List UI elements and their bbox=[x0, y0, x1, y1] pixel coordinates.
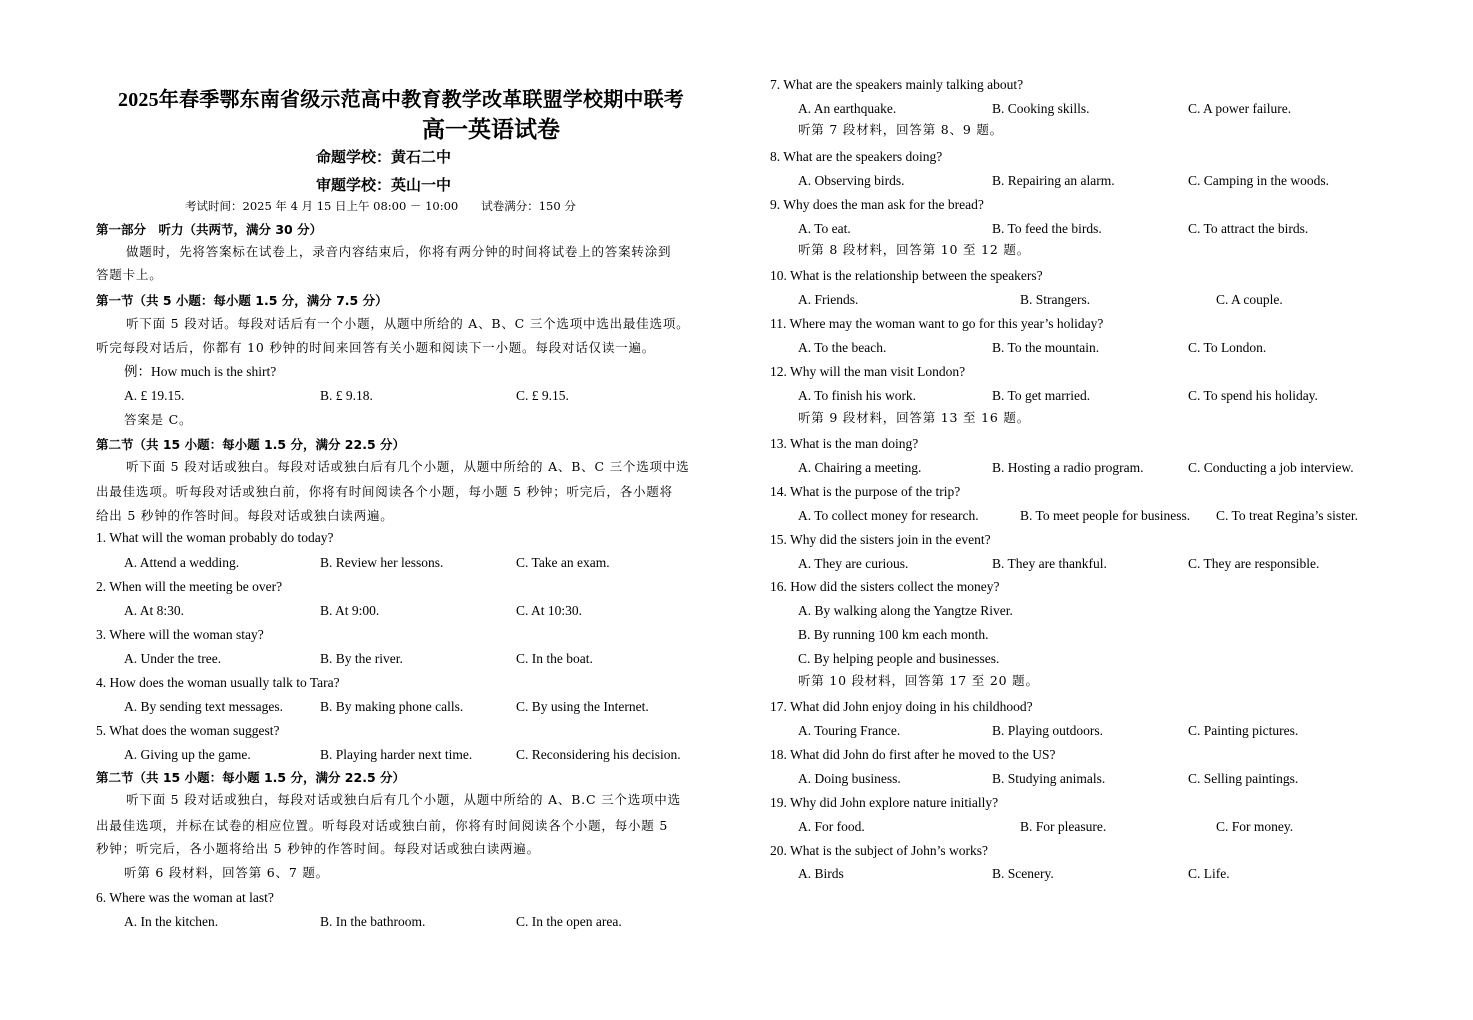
question-3: 3. Where will the woman stay? bbox=[96, 627, 264, 642]
part1-heading: 第一部分 听力（共两节，满分 30 分） bbox=[96, 222, 323, 237]
section1-intro-1: 听下面 5 段对话。每段对话后有一个小题，从题中所给的 A、B、C 三个选项中选出最佳选项。 bbox=[126, 316, 690, 331]
exam-info: 考试时间：2025 年 4 月 15 日上午 08:00 － 10:00 试卷满分：150 分 bbox=[185, 199, 576, 213]
question-14: 14. What is the purpose of the trip? bbox=[770, 484, 961, 499]
q5-option-b: B. Playing harder next time. bbox=[320, 747, 473, 762]
section1-heading: 第一节（共 5 小题：每小题 1.5 分，满分 7.5 分） bbox=[96, 293, 388, 308]
example-option-b: B. £ 9.18. bbox=[320, 388, 373, 403]
q20-option-a: A. Birds bbox=[798, 866, 844, 881]
section1-intro-2: 听完每段对话后，你都有 10 秒钟的时间来回答有关小题和阅读下一小题。每段对话仅读一遍。 bbox=[96, 340, 656, 355]
question-1: 1. What will the woman probably do today? bbox=[96, 530, 334, 545]
q5-option-c: C. Reconsidering his decision. bbox=[516, 747, 681, 762]
q7-option-c: C. A power failure. bbox=[1188, 101, 1292, 116]
q1-option-b: B. Review her lessons. bbox=[320, 555, 444, 570]
section2b-heading: 第二节（共 15 小题：每小题 1.5 分，满分 22.5 分） bbox=[96, 770, 405, 785]
exam-title: 2025年春季鄂东南省级示范高中教育教学改革联盟学校期中联考 bbox=[118, 89, 684, 111]
section2b-intro-1: 听下面 5 段对话或独白，每段对话或独白后有几个小题，从题中所给的 A、B.C 三个选项中选 bbox=[126, 792, 681, 807]
q14-option-a: A. To collect money for research. bbox=[798, 508, 979, 523]
q16-option-a: A. By walking along the Yangtze River. bbox=[798, 603, 1013, 618]
question-9: 9. Why does the man ask for the bread? bbox=[770, 197, 984, 212]
question-12: 12. Why will the man visit London? bbox=[770, 364, 966, 379]
question-19: 19. Why did John explore nature initially? bbox=[770, 795, 999, 810]
section2a-intro-3: 给出 5 秒钟的作答时间。每段对话或独白读两遍。 bbox=[96, 508, 394, 523]
section2b-intro-3: 秒钟；听完后，各小题将给出 5 秒钟的作答时间。每段对话或独白读两遍。 bbox=[96, 841, 540, 856]
material-7: 听第 7 段材料，回答第 8、9 题。 bbox=[798, 122, 1003, 137]
section2a-intro-2: 出最佳选项。听每段对话或独白前，你将有时间阅读各个小题，每小题 5 秒钟；听完后，各小题将 bbox=[96, 484, 673, 499]
example-option-c: C. £ 9.15. bbox=[516, 388, 569, 403]
q17-option-a: A. Touring France. bbox=[798, 723, 901, 738]
q19-option-b: B. For pleasure. bbox=[1020, 819, 1107, 834]
q11-option-c: C. To London. bbox=[1188, 340, 1267, 355]
q15-option-b: B. They are thankful. bbox=[992, 556, 1107, 571]
section2b-intro-2: 出最佳选项，并标在试卷的相应位置。听每段对话或独白前，你将有时间阅读各个小题，每小题 5 bbox=[96, 818, 669, 833]
q3-option-c: C. In the boat. bbox=[516, 651, 593, 666]
question-18: 18. What did John do first after he moved to the US? bbox=[770, 747, 1056, 762]
question-6: 6. Where was the woman at last? bbox=[96, 890, 274, 905]
q8-option-a: A. Observing birds. bbox=[798, 173, 905, 188]
q13-option-a: A. Chairing a meeting. bbox=[798, 460, 922, 475]
q10-option-c: C. A couple. bbox=[1216, 292, 1283, 307]
q3-option-b: B. By the river. bbox=[320, 651, 403, 666]
question-15: 15. Why did the sisters join in the event? bbox=[770, 532, 991, 547]
q10-option-a: A. Friends. bbox=[798, 292, 859, 307]
q11-option-a: A. To the beach. bbox=[798, 340, 887, 355]
question-20: 20. What is the subject of John’s works? bbox=[770, 843, 988, 858]
q14-option-c: C. To treat Regina’s sister. bbox=[1216, 508, 1359, 523]
q12-option-a: A. To finish his work. bbox=[798, 388, 917, 403]
example-option-a: A. £ 19.15. bbox=[124, 388, 185, 403]
q4-option-a: A. By sending text messages. bbox=[124, 699, 283, 714]
q2-option-b: B. At 9:00. bbox=[320, 603, 380, 618]
part1-intro-1: 做题时，先将答案标在试卷上，录音内容结束后，你将有两分钟的时间将试卷上的答案转涂到 bbox=[126, 244, 672, 259]
q8-option-b: B. Repairing an alarm. bbox=[992, 173, 1115, 188]
question-16: 16. How did the sisters collect the money? bbox=[770, 579, 1000, 594]
exam-subtitle: 高一英语试卷 bbox=[422, 117, 560, 143]
q7-option-a: A. An earthquake. bbox=[798, 101, 897, 116]
q20-option-b: B. Scenery. bbox=[992, 866, 1054, 881]
question-11: 11. Where may the woman want to go for this year’s holiday? bbox=[770, 316, 1104, 331]
q17-option-c: C. Painting pictures. bbox=[1188, 723, 1299, 738]
q9-option-a: A. To eat. bbox=[798, 221, 851, 236]
question-13: 13. What is the man doing? bbox=[770, 436, 919, 451]
question-10: 10. What is the relationship between the speakers? bbox=[770, 268, 1043, 283]
q11-option-b: B. To the mountain. bbox=[992, 340, 1100, 355]
q15-option-a: A. They are curious. bbox=[798, 556, 909, 571]
q12-option-b: B. To get married. bbox=[992, 388, 1091, 403]
material-10: 听第 10 段材料，回答第 17 至 20 题。 bbox=[798, 673, 1039, 688]
q6-option-c: C. In the open area. bbox=[516, 914, 622, 929]
setter-school: 命题学校：黄石二中 bbox=[316, 148, 452, 166]
q18-option-c: C. Selling paintings. bbox=[1188, 771, 1299, 786]
q9-option-c: C. To attract the birds. bbox=[1188, 221, 1309, 236]
question-5: 5. What does the woman suggest? bbox=[96, 723, 280, 738]
q6-option-b: B. In the bathroom. bbox=[320, 914, 426, 929]
question-4: 4. How does the woman usually talk to Tara? bbox=[96, 675, 340, 690]
q10-option-b: B. Strangers. bbox=[1020, 292, 1091, 307]
q1-option-a: A. Attend a wedding. bbox=[124, 555, 240, 570]
q15-option-c: C. They are responsible. bbox=[1188, 556, 1320, 571]
example-answer: 答案是 C。 bbox=[124, 412, 193, 427]
q16-option-b: B. By running 100 km each month. bbox=[798, 627, 989, 642]
q6-option-a: A. In the kitchen. bbox=[124, 914, 219, 929]
q12-option-c: C. To spend his holiday. bbox=[1188, 388, 1318, 403]
q13-option-c: C. Conducting a job interview. bbox=[1188, 460, 1354, 475]
q20-option-c: C. Life. bbox=[1188, 866, 1230, 881]
q5-option-a: A. Giving up the game. bbox=[124, 747, 251, 762]
question-8: 8. What are the speakers doing? bbox=[770, 149, 943, 164]
part1-intro-2: 答题卡上。 bbox=[96, 267, 163, 282]
q2-option-a: A. At 8:30. bbox=[124, 603, 185, 618]
section2a-intro-1: 听下面 5 段对话或独白。每段对话或独白后有几个小题，从题中所给的 A、B、C 三个选项中选 bbox=[126, 459, 690, 474]
q18-option-a: A. Doing business. bbox=[798, 771, 901, 786]
q2-option-c: C. At 10:30. bbox=[516, 603, 583, 618]
q18-option-b: B. Studying animals. bbox=[992, 771, 1106, 786]
question-17: 17. What did John enjoy doing in his childhood? bbox=[770, 699, 1033, 714]
section2a-heading: 第二节（共 15 小题：每小题 1.5 分，满分 22.5 分） bbox=[96, 437, 405, 452]
q17-option-b: B. Playing outdoors. bbox=[992, 723, 1104, 738]
material-9: 听第 9 段材料，回答第 13 至 16 题。 bbox=[798, 410, 1031, 425]
question-7: 7. What are the speakers mainly talking about? bbox=[770, 77, 1024, 92]
q3-option-a: A. Under the tree. bbox=[124, 651, 222, 666]
question-2: 2. When will the meeting be over? bbox=[96, 579, 283, 594]
q16-option-c: C. By helping people and businesses. bbox=[798, 651, 1000, 666]
q8-option-c: C. Camping in the woods. bbox=[1188, 173, 1329, 188]
material-6: 听第 6 段材料，回答第 6、7 题。 bbox=[124, 865, 329, 880]
example-question: 例：How much is the shirt? bbox=[124, 364, 277, 379]
reviewer-school: 审题学校：英山一中 bbox=[316, 176, 452, 194]
q19-option-a: A. For food. bbox=[798, 819, 865, 834]
q4-option-c: C. By using the Internet. bbox=[516, 699, 649, 714]
material-8: 听第 8 段材料，回答第 10 至 12 题。 bbox=[798, 242, 1031, 257]
q9-option-b: B. To feed the birds. bbox=[992, 221, 1102, 236]
q7-option-b: B. Cooking skills. bbox=[992, 101, 1090, 116]
q1-option-c: C. Take an exam. bbox=[516, 555, 610, 570]
q14-option-b: B. To meet people for business. bbox=[1020, 508, 1191, 523]
q4-option-b: B. By making phone calls. bbox=[320, 699, 464, 714]
q13-option-b: B. Hosting a radio program. bbox=[992, 460, 1144, 475]
q19-option-c: C. For money. bbox=[1216, 819, 1294, 834]
